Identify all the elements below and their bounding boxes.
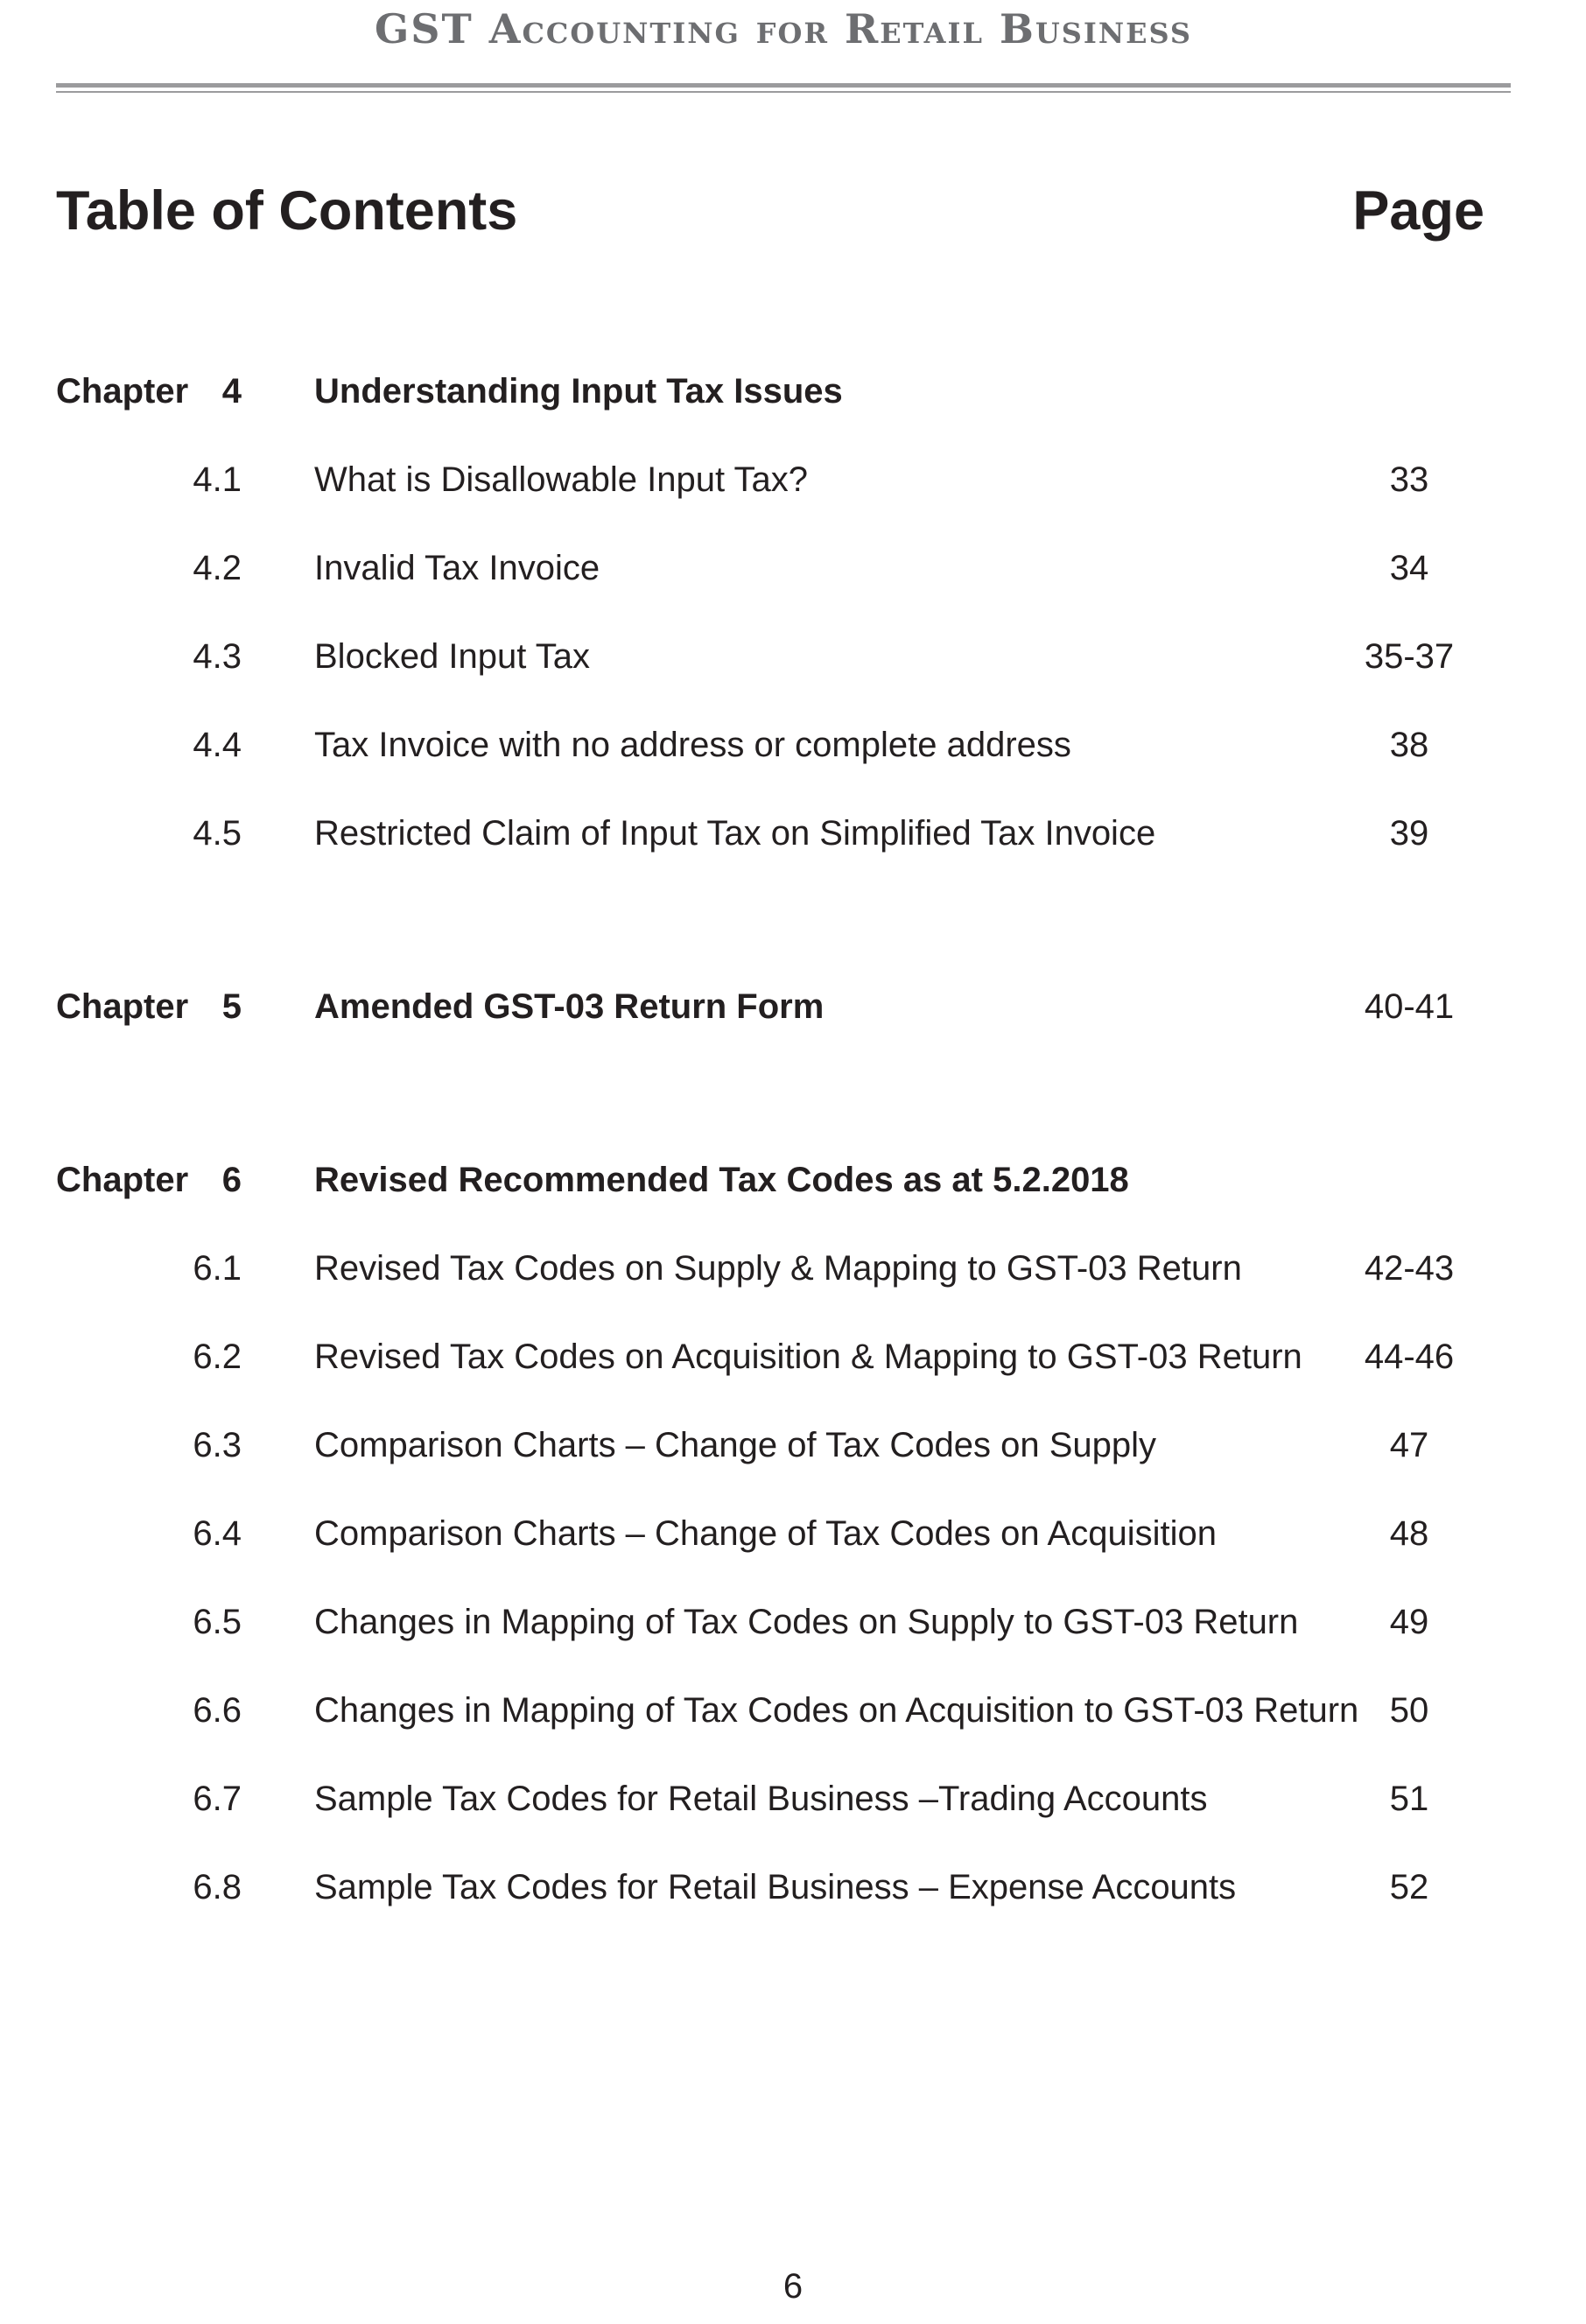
section-number: 6.2 [193,1338,242,1376]
section-number: 4.4 [193,726,242,764]
section-page: 38 [1389,726,1429,764]
section-title: Revised Tax Codes on Supply & Mapping to GST-03 Return [314,1249,1242,1288]
running-header [56,0,1511,96]
chapter-title: Understanding Input Tax Issues [314,372,843,411]
section-row [0,1684,1586,1737]
chapter-number: 6 [221,1161,242,1199]
section-title: Restricted Claim of Input Tax on Simplified Tax Invoice [314,814,1156,853]
section-page: 44-46 [1364,1338,1455,1376]
chapter-label: Chapter [56,987,189,1026]
section-row [0,453,1586,506]
section-row [0,719,1586,771]
book-title [56,5,1511,53]
section-page: 33 [1389,460,1429,499]
chapter-number: 5 [221,987,242,1026]
section-number: 6.6 [193,1691,242,1730]
section-row [0,542,1586,594]
book-title-rest: Accounting for Retail Business [473,5,1192,53]
section-title: Tax Invoice with no address or complete address [314,726,1071,764]
section-title: Revised Tax Codes on Acquisition & Mapping to GST-03 Return [314,1338,1302,1376]
header-rule-thick [56,83,1511,88]
chapter-page: 40-41 [1364,987,1455,1026]
chapter-row [0,365,1586,418]
section-number: 4.1 [193,460,242,499]
section-page: 48 [1389,1514,1429,1553]
chapter-row [0,1154,1586,1206]
section-number: 6.1 [193,1249,242,1288]
section-page: 52 [1389,1868,1429,1906]
section-row [0,1596,1586,1648]
chapter-number: 4 [221,372,242,411]
section-number: 4.3 [193,637,242,676]
section-page: 34 [1389,549,1429,587]
section-row [0,1242,1586,1295]
chapter-title: Amended GST-03 Return Form [314,987,825,1026]
header-rule-thin [56,91,1511,93]
section-number: 4.2 [193,549,242,587]
section-title: Changes in Mapping of Tax Codes on Supply to GST-03 Return [314,1603,1299,1641]
section-title: Comparison Charts – Change of Tax Codes on Acquisition [314,1514,1217,1553]
section-number: 6.5 [193,1603,242,1641]
section-row [0,1773,1586,1825]
chapter-label: Chapter [56,1161,189,1199]
section-row [0,1507,1586,1560]
section-row [0,807,1586,860]
section-page: 51 [1389,1780,1429,1818]
section-title: Blocked Input Tax [314,637,591,676]
section-page: 49 [1389,1603,1429,1641]
chapter-title: Revised Recommended Tax Codes as at 5.2.2018 [314,1161,1129,1199]
section-number: 4.5 [193,814,242,853]
section-row [0,1861,1586,1913]
section-page: 35-37 [1364,637,1455,676]
section-page: 39 [1389,814,1429,853]
section-page: 42-43 [1364,1249,1455,1288]
section-page: 50 [1389,1691,1429,1730]
chapter-row [0,980,1586,1033]
section-title: Invalid Tax Invoice [314,549,600,587]
page-column-heading: Page [1352,180,1484,242]
section-number: 6.4 [193,1514,242,1553]
section-row [0,630,1586,683]
section-number: 6.7 [193,1780,242,1818]
section-title: Sample Tax Codes for Retail Business –Trading Accounts [314,1780,1208,1818]
section-page: 47 [1389,1426,1429,1464]
toc-heading: Table of Contents [56,180,518,242]
chapter-label: Chapter [56,372,189,411]
page-number: 6 [782,2267,804,2306]
section-title: Sample Tax Codes for Retail Business – Expense Accounts [314,1868,1237,1906]
section-number: 6.8 [193,1868,242,1906]
book-title-first-word: GST [375,5,474,53]
section-title: What is Disallowable Input Tax? [314,460,808,499]
section-row [0,1419,1586,1471]
section-title: Changes in Mapping of Tax Codes on Acquisition to GST-03 Return [314,1691,1359,1730]
section-title: Comparison Charts – Change of Tax Codes on Supply [314,1426,1157,1464]
section-row [0,1331,1586,1383]
section-number: 6.3 [193,1426,242,1464]
